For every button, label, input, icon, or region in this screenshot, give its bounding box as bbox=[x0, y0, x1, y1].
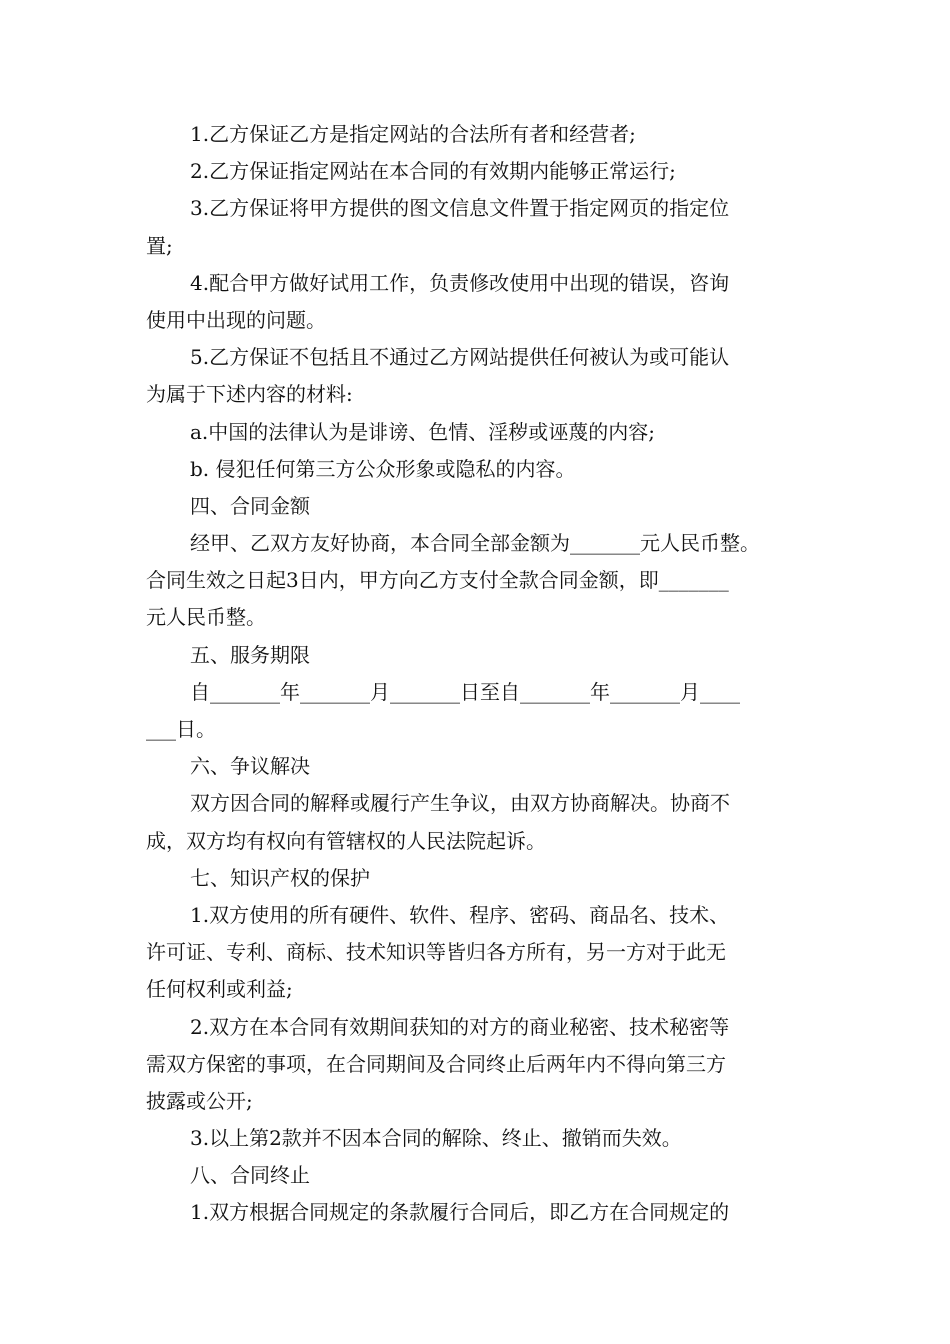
document-line: a.中国的法律认为是诽谤、色情、淫秽或诬蔑的内容; bbox=[190, 419, 656, 444]
document-line: 置; bbox=[146, 233, 173, 258]
document-line: 四、合同金额 bbox=[190, 493, 310, 518]
document-line: 任何权利或利益; bbox=[146, 977, 293, 1002]
document-line: 2.双方在本合同有效期间获知的对方的商业秘密、技术秘密等 bbox=[190, 1014, 730, 1039]
document-line: 六、争议解决 bbox=[190, 754, 310, 779]
document-body bbox=[146, 116, 810, 1232]
document-line: 需双方保密的事项，在合同期间及合同终止后两年内不得向第三方 bbox=[146, 1051, 726, 1076]
document-line: 成，双方均有权向有管辖权的人民法院起诉。 bbox=[146, 828, 546, 853]
document-line: 4.配合甲方做好试用工作，负责修改使用中出现的错误，咨询 bbox=[190, 270, 730, 295]
document-line: 八、合同终止 bbox=[190, 1163, 310, 1188]
document-line: 许可证、专利、商标、技术知识等皆归各方所有，另一方对于此无 bbox=[146, 940, 726, 965]
document-line: 1.乙方保证乙方是指定网站的合法所有者和经营者; bbox=[190, 122, 636, 146]
document-line: 3.乙方保证将甲方提供的图文信息文件置于指定网页的指定位 bbox=[190, 196, 730, 221]
document-line: 经甲、乙双方友好协商，本合同全部金额为_______元人民币整。 bbox=[190, 531, 760, 556]
document-line: ___日。 bbox=[146, 717, 216, 741]
document-line: 为属于下述内容的材料: bbox=[146, 382, 353, 407]
document-line: 披露或公开; bbox=[146, 1088, 253, 1113]
document-line: 使用中出现的问题。 bbox=[146, 307, 326, 332]
document-line: b. 侵犯任何第三方公众形象或隐私的内容。 bbox=[190, 456, 576, 481]
document-line: 自_______年_______月_______日至自_______年_______月____ bbox=[190, 679, 740, 704]
document-line: 双方因合同的解释或履行产生争议，由双方协商解决。协商不 bbox=[190, 791, 730, 816]
document-line: 七、知识产权的保护 bbox=[190, 865, 370, 890]
document-line: 五、服务期限 bbox=[190, 642, 310, 667]
document-line: 1.双方根据合同规定的条款履行合同后，即乙方在合同规定的 bbox=[190, 1200, 730, 1225]
document-line: 1.双方使用的所有硬件、软件、程序、密码、商品名、技术、 bbox=[190, 902, 730, 927]
document-line: 5.乙方保证不包括且不通过乙方网站提供任何被认为或可能认 bbox=[190, 345, 730, 370]
document-line: 3.以上第2款并不因本合同的解除、终止、撤销而失效。 bbox=[190, 1126, 682, 1151]
document-line: 元人民币整。 bbox=[146, 605, 266, 630]
document-line: 合同生效之日起3日内，甲方向乙方支付全款合同金额，即_______ bbox=[146, 568, 729, 593]
document-line: 2.乙方保证指定网站在本合同的有效期内能够正常运行; bbox=[190, 159, 676, 184]
